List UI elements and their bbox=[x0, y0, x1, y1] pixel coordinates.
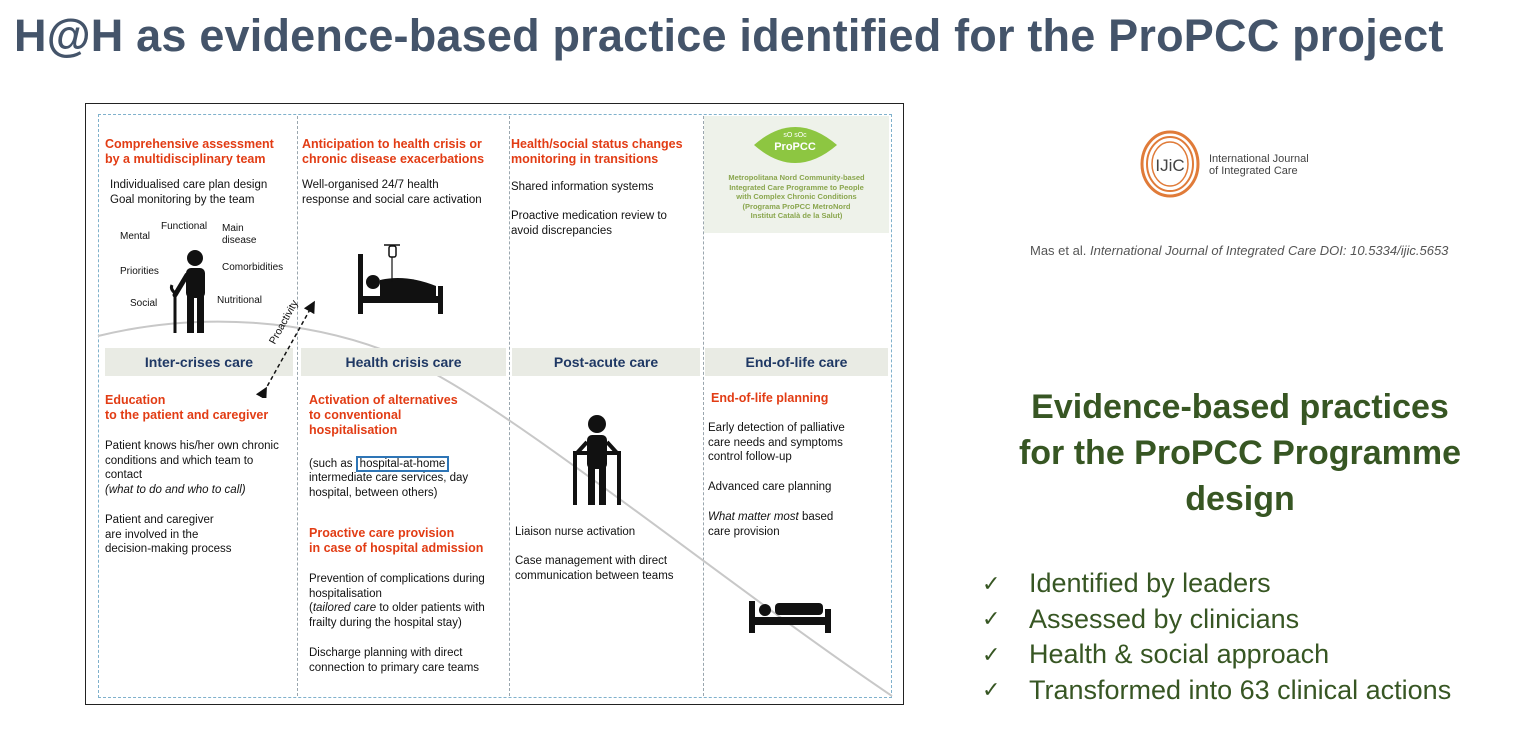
activation-alternatives-heading: Activation of alternatives to conventional hospitalisation bbox=[309, 393, 458, 437]
advanced-care-planning-text: Advanced care planning bbox=[708, 481, 832, 493]
band-inter-crises-care: Inter-crises care bbox=[105, 348, 293, 376]
alternatives-text: intermediate care services, day hospital, between others) bbox=[309, 472, 469, 499]
svg-text:IJiC: IJiC bbox=[1155, 156, 1185, 175]
propcc-caption: Metropolitana Nord Community-based Integrated Care Programme to People with Complex Chronic Conditions (Programa ProPCC MetroNord Institut Català de la Salut) bbox=[728, 173, 865, 220]
column-divider bbox=[509, 116, 510, 696]
column-divider bbox=[297, 116, 298, 696]
propcc-leaf-logo bbox=[750, 123, 841, 168]
what-matters-most-text: What matter most based care provision bbox=[708, 511, 834, 538]
status-changes-heading: Health/social status changes monitoring in transitions bbox=[511, 137, 683, 166]
list-item: ✓ Assessed by clinicians bbox=[982, 603, 1300, 634]
label-main-disease: Main disease bbox=[222, 223, 257, 246]
check-icon: ✓ bbox=[982, 677, 1001, 703]
band-post-acute-care: Post-acute care bbox=[512, 348, 700, 376]
label-comorbidities: Comorbidities bbox=[222, 262, 284, 273]
medication-review-text: Proactive medication review to avoid discrepancies bbox=[511, 210, 667, 237]
svg-text:sO sOc: sO sOc bbox=[783, 132, 807, 139]
discharge-text: Discharge planning with direct connection to primary care teams bbox=[309, 647, 480, 674]
evidence-heading: Evidence-based practices for the ProPCC Programme design bbox=[1018, 388, 1462, 518]
list-item: ✓ Identified by leaders bbox=[982, 568, 1271, 599]
svg-text:ProPCC: ProPCC bbox=[774, 141, 816, 153]
band-end-of-life-care: End-of-life care bbox=[705, 348, 888, 376]
propcc-logo-box bbox=[704, 116, 889, 233]
hospital-bed-icon bbox=[356, 244, 446, 316]
label-social: Social bbox=[130, 298, 158, 309]
case-management-text: Case management with direct communication between teams bbox=[515, 555, 674, 582]
person-walker-icon bbox=[570, 414, 624, 506]
anticipation-heading: Anticipation to health crisis or chronic disease exacerbations bbox=[302, 137, 485, 166]
check-icon: ✓ bbox=[982, 570, 1001, 596]
ijic-logo bbox=[1138, 128, 1202, 200]
liaison-nurse-text: Liaison nurse activation bbox=[515, 526, 636, 538]
check-icon: ✓ bbox=[982, 641, 1001, 667]
list-item: ✓ Health & social approach bbox=[982, 639, 1330, 670]
patient-knows-text: Patient knows his/her own chronic conditions and which team to contact bbox=[105, 440, 279, 481]
label-mental: Mental bbox=[120, 231, 151, 242]
palliative-care-text: Early detection of palliative care needs and symptoms control follow-up bbox=[708, 422, 845, 463]
care-plan-text: Individualised care plan design Goal monitoring by the team bbox=[110, 179, 268, 206]
journal-name: International Journal of Integrated Care bbox=[1209, 153, 1309, 177]
checklist bbox=[982, 566, 1451, 708]
proactive-care-heading: Proactive care provision in case of hospital admission bbox=[309, 526, 484, 555]
citation: Mas et al. International Journal of Integrated Care DOI: 10.5334/ijic.5653 bbox=[1030, 243, 1449, 258]
proactivity-label: Proactivity bbox=[266, 298, 301, 347]
bed-icon bbox=[747, 597, 833, 633]
comprehensive-assessment-heading: Comprehensive assessment by a multidisciplinary team bbox=[105, 137, 274, 166]
band-health-crisis-care: Health crisis care bbox=[301, 348, 506, 376]
label-nutritional: Nutritional bbox=[217, 295, 263, 306]
list-item: ✓ Transformed into 63 clinical actions bbox=[982, 674, 1452, 705]
label-priorities: Priorities bbox=[120, 266, 159, 277]
decision-making-text: Patient and caregiver are involved in the decision-making process bbox=[105, 514, 232, 555]
slide-title: H@H as evidence-based practice identified for the ProPCC project bbox=[14, 10, 1444, 61]
what-to-do-text: (what to do and who to call) bbox=[105, 484, 246, 496]
check-icon: ✓ bbox=[982, 606, 1001, 632]
care-pathway-figure bbox=[85, 103, 904, 705]
hah-line bbox=[309, 456, 449, 472]
tailored-care-text: (tailored care to older patients with frailty during the hospital stay) bbox=[309, 602, 485, 629]
such-as-text: (such as bbox=[309, 458, 353, 470]
shared-info-text: Shared information systems bbox=[511, 181, 654, 193]
elderly-person-icon bbox=[168, 249, 216, 335]
hospital-at-home-highlight: hospital-at-home bbox=[356, 456, 450, 472]
label-functional: Functional bbox=[161, 221, 208, 232]
end-of-life-planning-heading: End-of-life planning bbox=[711, 391, 829, 405]
education-heading: Education to the patient and caregiver bbox=[105, 393, 269, 422]
prevention-text: Prevention of complications during hospitalisation bbox=[309, 573, 485, 600]
health-response-text: Well-organised 24/7 health response and social care activation bbox=[302, 179, 482, 206]
